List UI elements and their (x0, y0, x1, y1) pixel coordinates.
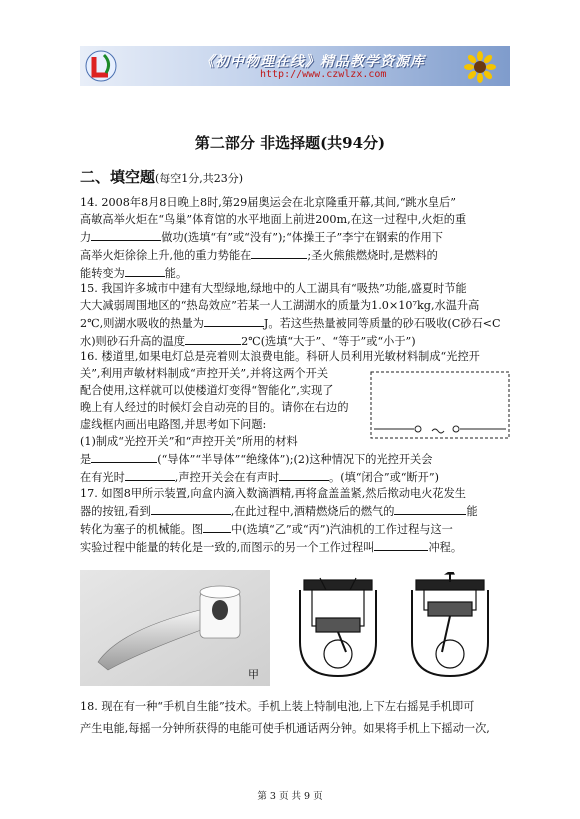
question-line: 15. 我国许多城市中建有大型绿地,绿地中的人工湖具有“吸热”功能,盛夏时节能 (80, 282, 467, 295)
figure-engine-strokes (290, 572, 502, 684)
engine-diagram-right (412, 572, 488, 676)
answer-blank[interactable] (204, 314, 264, 327)
question-text: 器的按钮,看到 (80, 505, 151, 518)
part-heading: 第二部分 非选择题(共94分) (194, 134, 386, 152)
sunflower-icon (464, 51, 496, 83)
question-text: ,在此过程中,酒精燃烧后的燃气的 (230, 505, 395, 518)
section-label: 二、填空题 (80, 168, 156, 186)
answer-blank[interactable] (374, 538, 428, 551)
question-text: 是 (80, 453, 92, 466)
figure-jia-spark-device (80, 570, 270, 686)
answer-blank[interactable] (203, 520, 231, 533)
question-line: 产生电能,每摇一分钟所获得的电能可使手机通话两分钟。如果将手机上下摇动一次, (80, 722, 490, 735)
question-text: 。(填“闭合”或“断开”) (329, 471, 439, 484)
answer-blank[interactable] (151, 502, 231, 515)
answer-blank[interactable] (394, 502, 466, 515)
figure-label: 甲 (248, 668, 259, 681)
question-line: 晚上有人经过的时候灯会自动亮的目的。请你在右边的 (80, 401, 349, 414)
section-note: (每空1分,共23分) (155, 172, 244, 185)
question-line: 大大减弱周围地区的“热岛效应”若某一人工湖湖水的质量为1.0×10⁷kg,水温升高 (80, 299, 480, 312)
question-text: 能。 (164, 267, 188, 280)
question-line: 配合使用,这样就可以使楼道灯变得“智能化”,实现了 (80, 384, 334, 397)
logo-icon (84, 49, 118, 83)
question-text: 能 (466, 505, 478, 518)
question-text: 转化为塞子的机械能。图 (80, 523, 204, 536)
page-footer: 第 3 页 共 9 页 (257, 791, 323, 802)
question-text: 能转变为 (80, 267, 125, 280)
question-17 (80, 485, 512, 556)
header-banner (80, 46, 510, 86)
question-text: 实验过程中能量的转化是一致的,而图示的另一个工作过程叫 (80, 541, 375, 554)
question-line: 虚线框内画出电路图,并思考如下问题: (80, 418, 267, 431)
question-14 (80, 194, 512, 282)
question-line: (1)制成“光控开关”和“声控开关”所用的材料 (80, 435, 298, 448)
question-text: ;圣火熊熊燃烧时,是燃料的 (307, 249, 438, 262)
question-text: 2℃(选填“大于”、“等于”或“小于”) (241, 335, 416, 348)
answer-blank[interactable] (91, 228, 161, 241)
question-line: 18. 现在有一种“手机自生能”技术。手机上装上特制电池,上下左右摇晃手机即可 (80, 700, 475, 713)
question-text: 中(选填“乙”或“丙”)汽油机的工作过程与这一 (231, 523, 453, 536)
question-text: 在有光时 (80, 471, 125, 484)
question-text: 水)则砂石升高的温度 (80, 335, 186, 348)
question-line: 14. 2008年8月8日晚上8时,第29届奥运会在北京隆重开幕,其间,“跳水皇后” (80, 196, 457, 209)
question-text: 冲程。 (428, 541, 463, 554)
question-18 (80, 696, 512, 740)
question-text: 做功(选填“有”或“没有”);“体操王子”李宁在钢索的作用下 (161, 231, 443, 244)
answer-blank[interactable] (185, 332, 241, 345)
question-line: 关”,利用声敏材料制成“声控开关”,并将这两个开关 (80, 367, 329, 380)
banner-url[interactable]: http://www.czwlzx.com (260, 69, 387, 80)
question-text: ,声控开关会在有声时 (174, 471, 280, 484)
question-text: 力 (80, 231, 92, 244)
question-15 (80, 280, 512, 350)
answer-blank[interactable] (91, 450, 157, 463)
circuit-drawing-box[interactable] (370, 371, 510, 439)
question-line: 17. 如图8甲所示装置,向盒内滴入数滴酒精,再将盒盖盖紧,然后揿动电火花发生 (80, 487, 466, 500)
answer-blank[interactable] (279, 468, 329, 481)
section-title (80, 166, 243, 187)
question-text: (“导体”“半导体”“绝缘体”);(2)这种情况下的光控开关会 (157, 453, 433, 466)
answer-blank[interactable] (125, 468, 175, 481)
question-text: 2℃,则湖水吸收的热量为 (80, 317, 204, 330)
banner-title: 《初中物理在线》精品教学资源库 (200, 54, 425, 70)
question-line: 高敏高举火炬在“鸟巢”体育馆的水平地面上前进200m,在这一过程中,火炬的重 (80, 213, 467, 226)
answer-blank[interactable] (251, 246, 307, 259)
answer-blank[interactable] (125, 264, 165, 277)
engine-diagram-left (300, 578, 376, 676)
question-text: J。若这些热量被同等质量的砂石吸收(C砂石<C (263, 317, 501, 330)
question-line: 16. 楼道里,如果电灯总是亮着则太浪费电能。科研人员利用光敏材料制成“光控开 (80, 350, 480, 363)
question-text: 高举火炬徐徐上升,他的重力势能在 (80, 249, 252, 262)
